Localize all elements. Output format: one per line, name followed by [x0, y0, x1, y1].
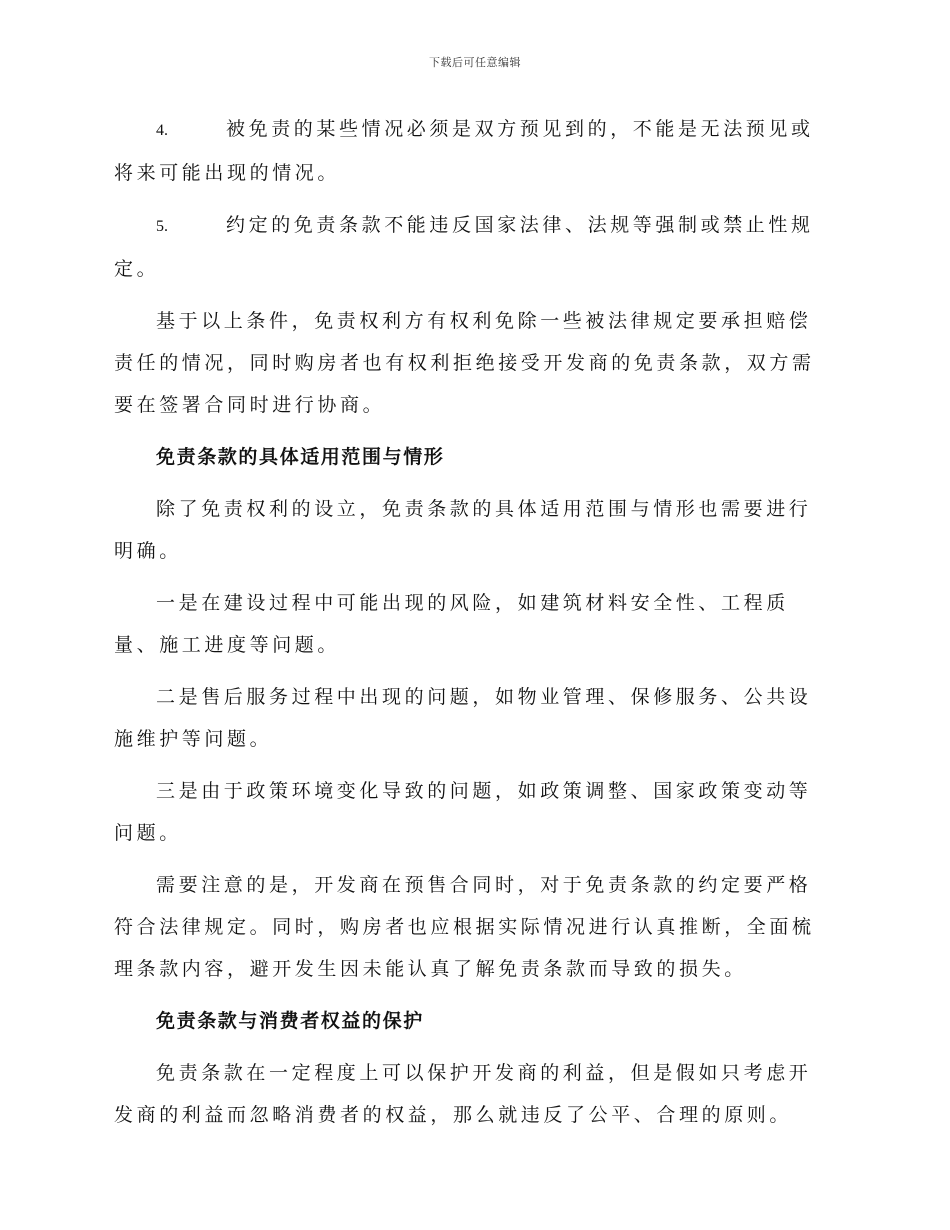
paragraph: 免责条款在一定程度上可以保护开发商的利益，但是假如只考虑开发商的利益而忽略消费者的权益，那么就违反了公平、合理的原则。 — [114, 1062, 812, 1126]
list-text: 被免责的某些情况必须是双方预见到的，不能是无法预见或将来可能出现的情况。 — [114, 118, 814, 184]
paragraph: 二是售后服务过程中出现的问题，如物业管理、保修服务、公共设施维护等问题。 — [114, 686, 812, 750]
paragraph: 除了免责权利的设立，免责条款的具体适用范围与情形也需要进行明确。 — [114, 498, 812, 562]
section-heading: 免责条款的具体适用范围与情形 — [156, 446, 445, 468]
list-number: 5. — [156, 218, 168, 235]
paragraph: 基于以上条件，免责权利方有权利免除一些被法律规定要承担赔偿责任的情况，同时购房者也有权利拒绝接受开发商的免责条款，双方需要在签署合同时进行协商。 — [114, 310, 815, 416]
list-number: 4. — [156, 122, 168, 139]
list-item-5 — [114, 204, 832, 290]
paragraph: 三是由于政策环境变化导致的问题，如政策调整、国家政策变动等问题。 — [114, 780, 812, 844]
page-header: 下载后可任意编辑 — [429, 56, 521, 69]
list-item-4 — [114, 108, 832, 194]
list-text: 约定的免责条款不能违反国家法律、法规等强制或禁止性规定。 — [114, 214, 814, 280]
paragraph: 需要注意的是，开发商在预售合同时，对于免责条款的约定要严格符合法律规定。同时，购房者也应根据实际情况进行认真推断，全面梳理条款内容，避开发生因未能认真了解免责条款而导致的损失。 — [114, 874, 815, 980]
paragraph: 一是在建设过程中可能出现的风险，如建筑材料安全性、工程质量、施工进度等问题。 — [114, 592, 789, 656]
section-heading: 免责条款与消费者权益的保护 — [156, 1010, 424, 1032]
document-body — [114, 108, 832, 1146]
